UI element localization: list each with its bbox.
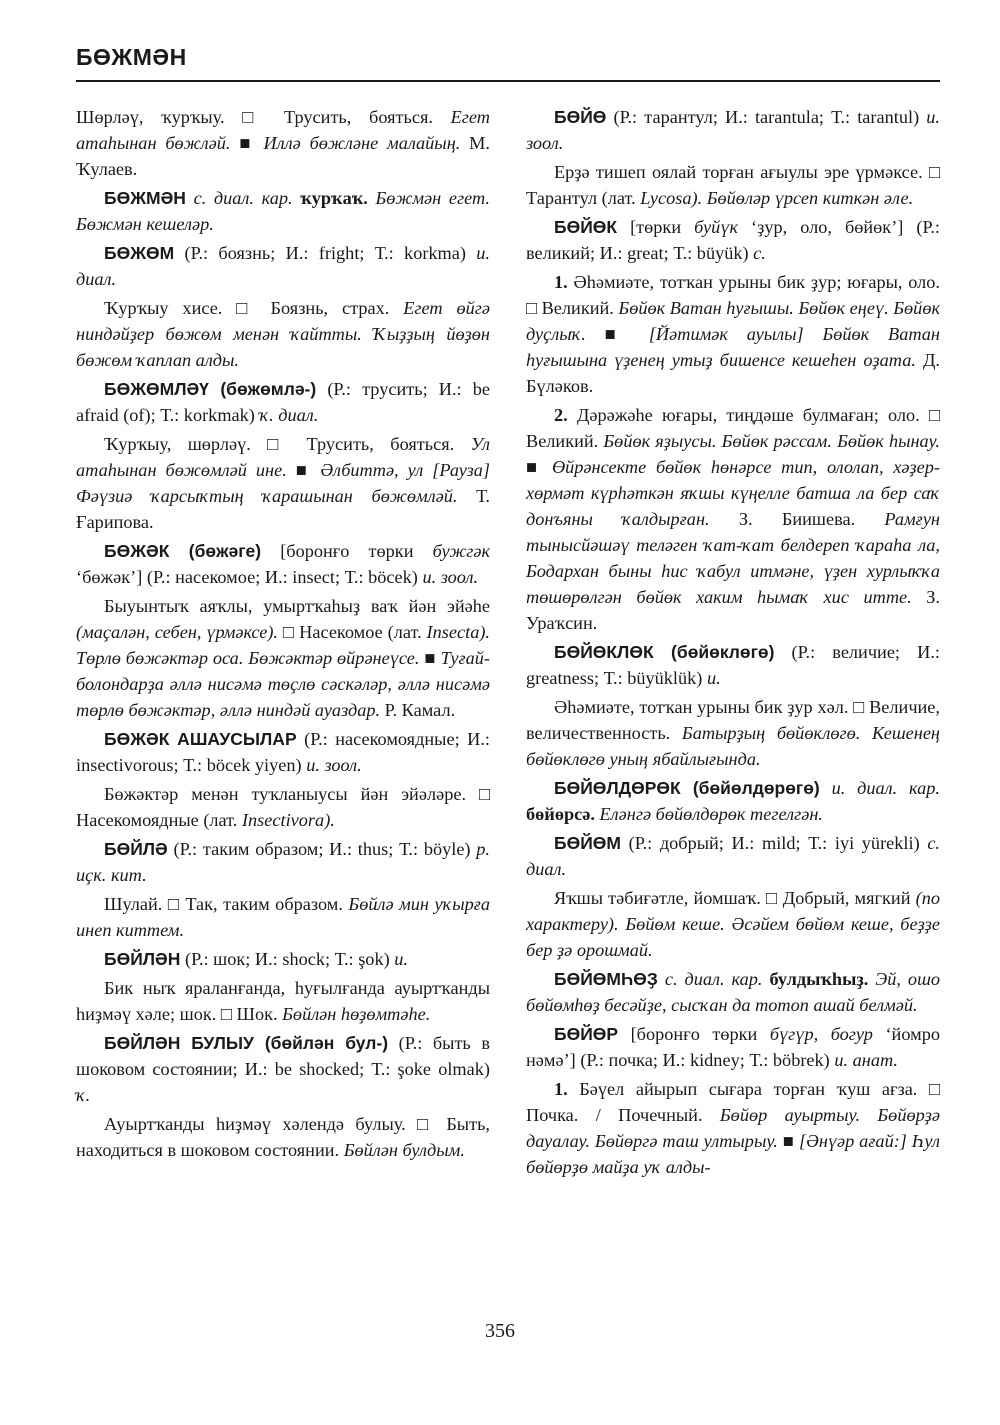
right-column [526,104,940,1183]
italic-text: р. иҫк. кит. [76,839,490,885]
text-segment: Ҡурҡыу хисе. □ Боязнь, страх. [104,298,404,318]
text-segment: (Р.: тарантул; И.: tarantula; Т.: tarantul) [606,107,927,127]
italic-text: и. диал. кар. [819,778,940,798]
text-segment: (Р.: шок; И.: shock; Т.: şok) [180,949,395,969]
headword: БӨЙӨЛДӨРӨК (бөйөлдөрөгө) [554,778,820,798]
italic-text: [Йәтимәк ауылы] Бөйөк Ватан һуғышына үҙенең утыҙ бишенсе кешеһен оҙата. [526,324,940,370]
dictionary-entry [76,240,490,292]
entry-sense [526,694,940,772]
italic-text: Бөйлән һөҙөмтәһе. [282,1004,431,1024]
text-segment: ‘йомро нәмә’] (Р.: почка; И.: kidney; Т.: böbrek) [526,1024,940,1070]
italic-text: Бөйөк Ватан һуғышы. Бөйөк еңеү. Бөйөк дуҫлыҡ. [526,298,941,344]
text-segment: Т. Ғарипова. [76,486,491,532]
headword: БӨЙӨР [554,1024,619,1044]
text-segment: (Р.: боязнь; И.: fright; Т.: korkma) [174,243,477,263]
entry-sense [526,885,940,963]
italic-text: Төрлө бөжәктәр оса. Бөжәктәр өйрәнеүсе. [76,648,420,668]
italic-text: бужгәк [432,541,490,561]
text-segment: Шөрләү, ҡурҡыу. □ Трусить, бояться. [76,107,451,127]
italic-text: Бөйөм кеше. Әсәйем бөйөм кеше, беҙҙе бер ҙә орошмай. [526,914,940,960]
entry-sense [76,1111,490,1163]
text-segment: Бик ныҡ яраланғанда, һуғылғанда ауыртҡанды һиҙмәү хәле; шок. □ Шок. [76,978,490,1024]
text-segment: (Р.: добрый; И.: mild; Т.: iyi yürekli) [620,833,928,853]
italic-text: с. диал. [526,833,940,879]
bold-text: ҡурҡаҡ. [300,188,368,208]
italic-text: с. [753,243,766,263]
text-segment: (Р.: величие; И.: greatness; Т.: büyüklük) [526,642,940,688]
bold-text: 1. [554,1079,568,1099]
entry-sense [76,781,490,833]
italic-text: Эй, ошо бөйөмһөҙ бесәйҙе, сысҡан да тотоп ашай белмәй. [526,969,941,1015]
headword: БӨЖӨМ [104,243,175,263]
text-segment: (Р.: трусить; И.: be afraid (of); Т.: korkmak) [76,379,491,425]
italic-text: Бөйөр ауыртыу. Бөйөрҙә дауалау. Бөйөргә таш ултырыу. [526,1105,940,1151]
dictionary-entry [76,1030,490,1108]
italic-text: Еләнгә бөйөлдөрөк тегелгән. [594,804,823,824]
text-segment: Ауыртҡанды һиҙмәү хәлендә булыу. □ Быть, находиться в шоковом состоянии. [76,1114,490,1160]
italic-text: Өйрәнсекте бөйөк һөнәрсе тип, ололап, хәҙер-хөрмәт күрһәткән яҡшы күңелле батша ла бер саҡ донъяны ҡалдырған. [526,457,940,529]
text-segment: Ерҙә тишеп оялай торған ағыулы эре үрмәксе. □ Тарантул (лат. [526,162,940,208]
dictionary-entry [76,726,490,778]
italic-text: и. зоол. [422,567,479,587]
headword: БӨЖӘК АШАУСЫЛАР [104,729,297,749]
running-head: БӨЖМӘН [76,44,187,70]
headword: БӨЙӨКЛӨК (бөйөклөгө) [554,642,775,662]
italic-text: Туғай-болондарҙа әллә нисәмә төҫлө сәскәләр, әллә нисәмә төрлө бөжәктәр, әллә ниндәй ауаздар. [76,648,490,720]
entry-sense [526,269,940,399]
headword: БӨЖӨМЛӘҮ (бөжөмлә-) [104,379,317,399]
headword: БӨЙӨ [554,107,607,127]
italic-text: и. зоол. [306,755,362,775]
text-segment: Быуынтыҡ аяҡлы, умыртҡаһыҙ ваҡ йән эйәһе [104,596,490,616]
text-segment: Яҡшы тәбиғәтле, йомшаҡ. □ Добрый, мягкий [554,888,916,908]
entry-sense [526,1076,940,1180]
dictionary-entry [526,775,940,827]
bold-text: 1. [554,272,568,292]
dictionary-entry [76,376,490,428]
dictionary-entry [526,104,940,156]
text-segment: ■ [419,648,441,668]
italic-text: Бөжмән егет. Бөжмән кешеләр. [76,188,490,234]
text-segment: ■ [286,460,321,480]
italic-text: Батырҙың бөйөклөгө. Кешенең бөйөклөгө уның ябайлығында. [526,723,940,769]
italic-text: Әлбиттә, ул [Рауза] Фәүзиә ҡарсыҡтың ҡарашынан бөжөмләй. [76,460,490,506]
dictionary-entry [526,639,940,691]
headword: БӨЖӘК (бөжәге) [104,541,262,561]
italic-text: и. [394,949,408,969]
bold-text: 2. [554,405,568,425]
italic-text: ҡ. [76,1085,91,1105]
italic-text: Егет өйгә ниндәйҙер бөжөм менән ҡайтты. Ҡыҙҙың йөҙөн бөжөм ҡаплап алды. [76,298,490,370]
text-segment: ■ [585,324,649,344]
italic-text: и. диал. [76,243,490,289]
dictionary-entry [526,1021,940,1073]
text-segment: Д. Бүләков. [526,350,940,396]
left-column [76,104,490,1166]
headword: БӨЙӨК [554,217,618,237]
headword: БӨЙӨМҺӨҘ [554,969,658,989]
italic-text: с. диал. кар. [185,188,301,208]
entry-sense [76,891,490,943]
italic-text: бүгүр, богур [769,1024,873,1044]
italic-text: ҡ. диал. [259,405,319,425]
italic-text: (маҫалән, себен, үрмәксе). [76,622,279,642]
headword: БӨЙЛӘН [104,949,181,969]
text-segment: (Р.: быть в шоковом состоянии; И.: be shocked; Т.: şoke olmak) [76,1033,490,1079]
dictionary-entry [76,538,490,590]
text-segment: Бөжәктәр менән туҡланыусы йән эйәләре. □ Насекомоядные (лат. [76,784,490,830]
headword: БӨЙЛӘН БУЛЫУ (бөйлән бул-) [104,1033,389,1053]
text-segment: [боронғо төрки [618,1024,770,1044]
text-segment: Р. Камал. [380,700,456,720]
headword: БӨЙӨМ [554,833,621,853]
entry-sense [76,975,490,1027]
dictionary-entry [76,836,490,888]
text-segment: (Р.: насекомоядные; И.: insectivorous; Т.: böcek yiyen) [76,729,490,775]
entry-sense [76,593,490,723]
text-segment: Әһәмиәте, тотҡан урыны бик ҙур хәл. □ Величие, величественность. [526,697,940,743]
text-segment: Ҡурҡыу, шөрләү. □ Трусить, бояться. [104,434,471,454]
italic-text: Бөйлә мин уҡырға инеп киттем. [76,894,490,940]
text-segment: ■ [526,457,552,477]
italic-text: Егет атаһынан бөжләй. [76,107,490,153]
text-segment: ■ [230,133,264,153]
text-segment: Әһәмиәте, тотҡан урыны бик ҙур; юғары, оло. □ Великий. [526,272,940,318]
page-number: 356 [485,1320,515,1342]
entry-sense [76,295,490,373]
text-segment: ‘ҙур, оло, бөйөк’] (Р.: великий; И.: great; Т.: büyük) [526,217,940,263]
text-segment: З. Биишева. [709,509,885,529]
text-segment: Шулай. □ Так, таким образом. [104,894,349,914]
header-rule [76,80,940,82]
text-segment: ■ [777,1131,799,1151]
text-segment: [боронғо төрки [261,541,433,561]
text-segment: Бәүел айырып сығара торған ҡуш ағза. □ Почка. / Почечный. [526,1079,940,1125]
text-segment: М. Ҡулаев. [76,133,491,179]
italic-text: с. диал. кар. [657,969,770,989]
text-segment: ‘бөжәк’] (Р.: насекомое; И.: insect; Т.: böcek) [76,567,423,587]
dictionary-entry [526,830,940,882]
entry-continuation [76,104,490,182]
italic-text: (по характеру). [526,888,940,934]
text-segment: [төрки [617,217,695,237]
bold-text: бөйөрсә. [526,804,595,824]
text-segment: Дәрәжәһе юғары, тиңдәше булмаған; оло. □ Великий. [526,405,940,451]
italic-text: и. анат. [834,1050,898,1070]
dictionary-entry [526,966,940,1018]
text-segment: □ Насекомое (лат. [278,622,427,642]
italic-text: Рамғун тынысйәшәү теләген ҡат-ҡат белдереп ҡараһа ла, Бодархан быны һис ҡабул итмәне, үҙен хурлыҡҡа төшөрөлгән бөйөк хаким һымаҡ хис итте. [526,509,940,607]
italic-text: буйүк [694,217,739,237]
entry-sense [526,402,940,636]
entry-sense [76,431,490,535]
italic-text: Бөйөк яҙыусы. Бөйөк рәссам. Бөйөк һынау. [603,431,940,451]
bold-text: булдыҡһыҙ. [769,969,869,989]
text-segment: З. Ураҡсин. [526,587,940,633]
italic-text: и. [706,668,721,688]
italic-text: Insectivora). [241,810,335,830]
italic-text: Lycosa). [640,188,703,208]
dictionary-entry [76,946,490,972]
dictionary-entry [526,214,940,266]
headword: БӨЖМӘН [104,188,186,208]
headword: БӨЙЛӘ [104,839,168,859]
entry-sense [526,159,940,211]
italic-text: Иллә бөжләне малайың. [263,133,461,153]
italic-text: Ул атаһынан бөжөмләй ине. [76,434,490,480]
text-segment: (Р.: таким образом; И.: thus; Т.: böyle) [167,839,477,859]
dictionary-entry [76,185,490,237]
italic-text: и. зоол. [526,107,940,153]
italic-text: Insecta). [426,622,490,642]
italic-text: Бөйлән булдым. [343,1140,465,1160]
italic-text: [Әнүәр ағай:] Һул бөйөрҙө майҙа уҡ алды- [526,1131,940,1177]
italic-text: Бөйөләр үрсеп киткән әле. [706,188,914,208]
